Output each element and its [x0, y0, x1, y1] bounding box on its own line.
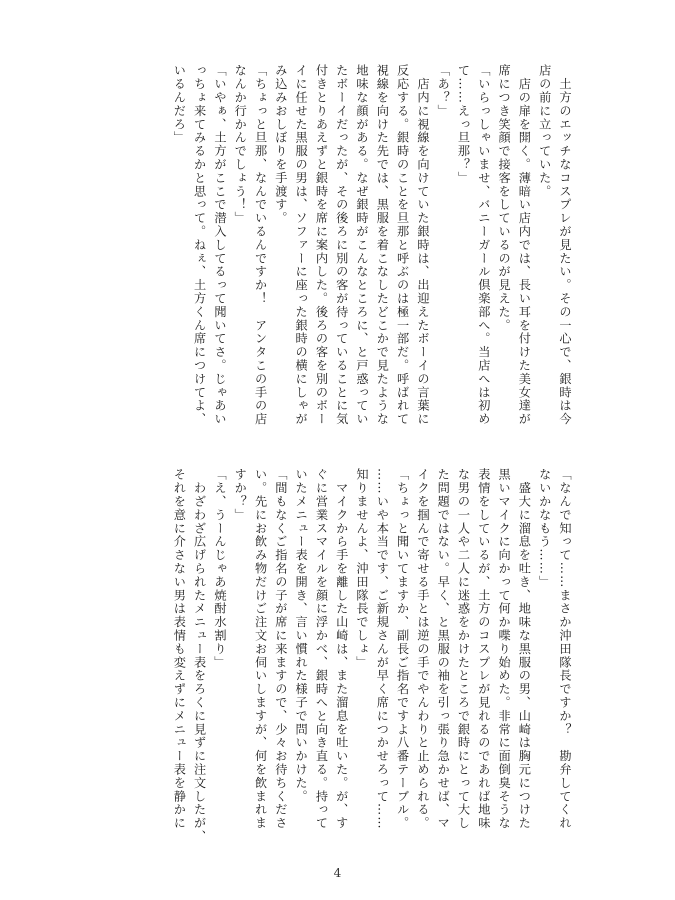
text-line: 反応する。銀時のことを旦那と呼ぶのは極一部だ。呼ばれて — [395, 64, 410, 426]
text-column-upper — [169, 64, 575, 424]
text-line: 「ちょっと聞いてますか、副長ご指名ですよ八番テーブル。 — [395, 468, 410, 830]
text-line: な男の一人や二人に迷惑をかけたところで銀時にとって大し — [456, 468, 471, 830]
page-number: 4 — [333, 866, 342, 880]
text-line: 表情をしているが、土方のコスプレが見れるのであれば地味 — [476, 468, 491, 830]
text-line: たボーイだったが、その後ろに別の客が待っていることに気 — [334, 64, 349, 426]
text-line: た問題ではない。早く、と黒服の袖を引っ張り急かせば、マ — [436, 468, 451, 830]
text-line: 盛大に溜息を吐き、地味な黒服の男、山崎は胸元につけた — [517, 468, 532, 830]
text-line: いるんだろ」 — [172, 64, 187, 145]
text-line: 知りませんよ、沖田隊長でしょ」 — [355, 468, 370, 669]
text-line: いたメニュー表を開き、言い慣れた様子で問いかけた。 — [294, 468, 309, 803]
text-line: それを意に介さない男は表情も変えずにメニュー表を静かに — [172, 468, 187, 830]
text-line: ないかなもう……」 — [537, 468, 552, 589]
text-line: い。先にお飲み物だけご注文お伺いしますが、何を飲まれま — [253, 468, 268, 830]
text-line: て……えっ旦那？」 — [456, 64, 471, 185]
text-column-lower — [169, 468, 575, 844]
text-line: ……いや本当です、ご新規さんが早く席につかせろって…… — [375, 468, 390, 830]
text-line: っちょ来てみるかと思って。ねぇ、土方くん席につけてよ、 — [192, 64, 207, 426]
text-line: 「え、うーんじゃあ焼酎水割り」 — [212, 468, 227, 669]
text-line: 席につき笑顔で接客をしているのが見えた。 — [497, 64, 512, 332]
text-line: 視線を向けた先では、黒服を着こなしたどこかで見たような — [375, 64, 390, 426]
text-line: 土方のエッチなコスプレが見たい。その一心で、銀時は今 — [558, 64, 572, 426]
text-line: 「間もなくご指名の子が席に来ますので、少々お待ちくださ — [273, 468, 288, 830]
text-line: 地味な顔がある。なぜ銀時がこんなところに、と戸惑ってい — [355, 64, 370, 426]
text-line: 「ちょっと旦那、なんでいるんですか！ アンタこの手の店 — [253, 64, 268, 426]
text-line: わざわざ広げられたメニュー表をろくに見ずに注文したが、 — [192, 468, 207, 844]
text-line: 「なんで知って……まさか沖田隊長ですか？ 勘弁してくれ — [558, 468, 572, 830]
text-line: 店の前に立っていた。 — [537, 64, 552, 198]
text-line: み込みおしぼりを手渡す。 — [273, 64, 288, 225]
text-line: 「いらっしゃいませ、バニーガール倶楽部へ。当店へは初め — [476, 64, 491, 426]
text-line: 店内に視線を向けていた銀時は、出迎えたボーイの言葉に — [415, 64, 430, 426]
text-line: 付きとりあえずと銀時を席に案内した。後ろの客を別のボー — [314, 64, 329, 426]
text-line: イクを掴んで寄せる手とは逆の手でやんわりと止められる。 — [415, 468, 430, 830]
text-line: マイクから手を離した山崎は、また溜息を吐いた。が、す — [334, 468, 349, 830]
text-line: 「いやぁ、土方がここで潜入してるって聞いてさ。じゃあい — [212, 64, 227, 426]
text-line: なんか行かんでしょう！」 — [233, 64, 248, 225]
text-line: 「あ？」 — [436, 64, 451, 118]
text-line: 黒いマイクに向かって何か喋り始めた。非常に面倒臭そうな — [497, 468, 512, 830]
text-line: 店の扉を開く。薄暗い店内では、長い耳を付けた美女達が — [517, 64, 532, 426]
text-line: イに任せた黒服の男は、ソファーに座った銀時の横にしゃが — [294, 64, 309, 426]
text-line: ぐに営業スマイルを顔に浮かべ、銀時へと向き直る。持って — [314, 468, 329, 830]
text-line: すか？」 — [233, 468, 248, 522]
